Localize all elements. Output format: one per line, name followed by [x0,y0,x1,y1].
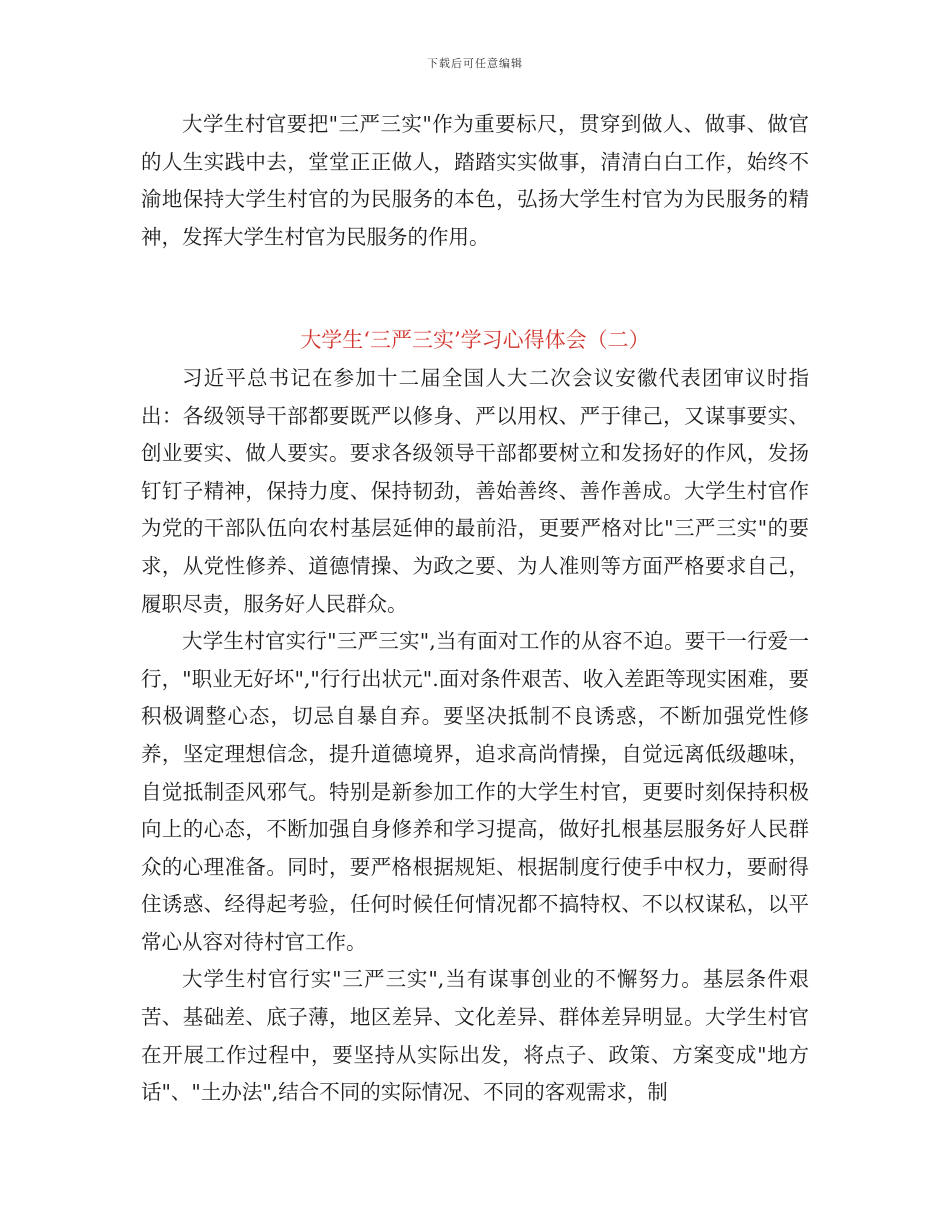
body-paragraph-2: 大学生村官实行"三严三实",当有面对工作的从容不迫。要干一行爱一行，"职业无好坏","行行出状元".面对条件艰苦、收入差距等现实困难，要积极调整心态，切忌自暴自弃。要坚决抵制不良诱惑，不断加强党性修养，坚定理想信念，提升道德境界，追求高尚情操，自觉远离低级趣味，自觉抵制歪风邪气。特别是新参加工作的大学生村官，更要时刻保持积极向上的心态，不断加强自身修养和学习提高，做好扎根基层服务好人民群众的心理准备。同时，要严格根据规矩、根据制度行使手中权力，要耐得住诱惑、经得起考验，任何时候任何情况都不搞特权、不以权谋私，以平常心从容对待村官工作。 [141,629,809,954]
page-header-note: 下载后可任意编辑 [427,57,523,70]
section-title: 大学生‘三严三实’学习心得体会（二） [300,328,650,353]
body-paragraph-3: 大学生村官行实"三严三实",当有谋事创业的不懈努力。基层条件艰苦、基础差、底子薄，地区差异、文化差异、群体差异明显。大学生村官在开展工作过程中，要坚持从实际出发，将点子、政策、方案变成"地方话"、"土办法",结合不同的实际情况、不同的客观需求，制 [141,967,809,1105]
document-body [141,106,809,1112]
intro-paragraph: 大学生村官要把"三严三实"作为重要标尺，贯穿到做人、做事、做官的人生实践中去，堂堂正正做人，踏踏实实做事，清清白白工作，始终不渝地保持大学生村官的为民服务的本色，弘扬大学生村官为为民服务的精神，发挥大学生村官为民服务的作用。 [141,112,809,249]
body-paragraph-1: 习近平总书记在参加十二届全国人大二次会议安徽代表团审议时指出：各级领导干部都要既严以修身、严以用权、严于律己，又谋事要实、创业要实、做人要实。要求各级领导干部都要树立和发扬好的作风，发扬钉钉子精神，保持力度、保持韧劲，善始善终、善作善成。大学生村官作为党的干部队伍向农村基层延伸的最前沿，更要严格对比"三严三实"的要求，从党性修养、道德情操、为政之要、为人准则等方面严格要求自己，履职尽责，服务好人民群众。 [141,365,809,616]
